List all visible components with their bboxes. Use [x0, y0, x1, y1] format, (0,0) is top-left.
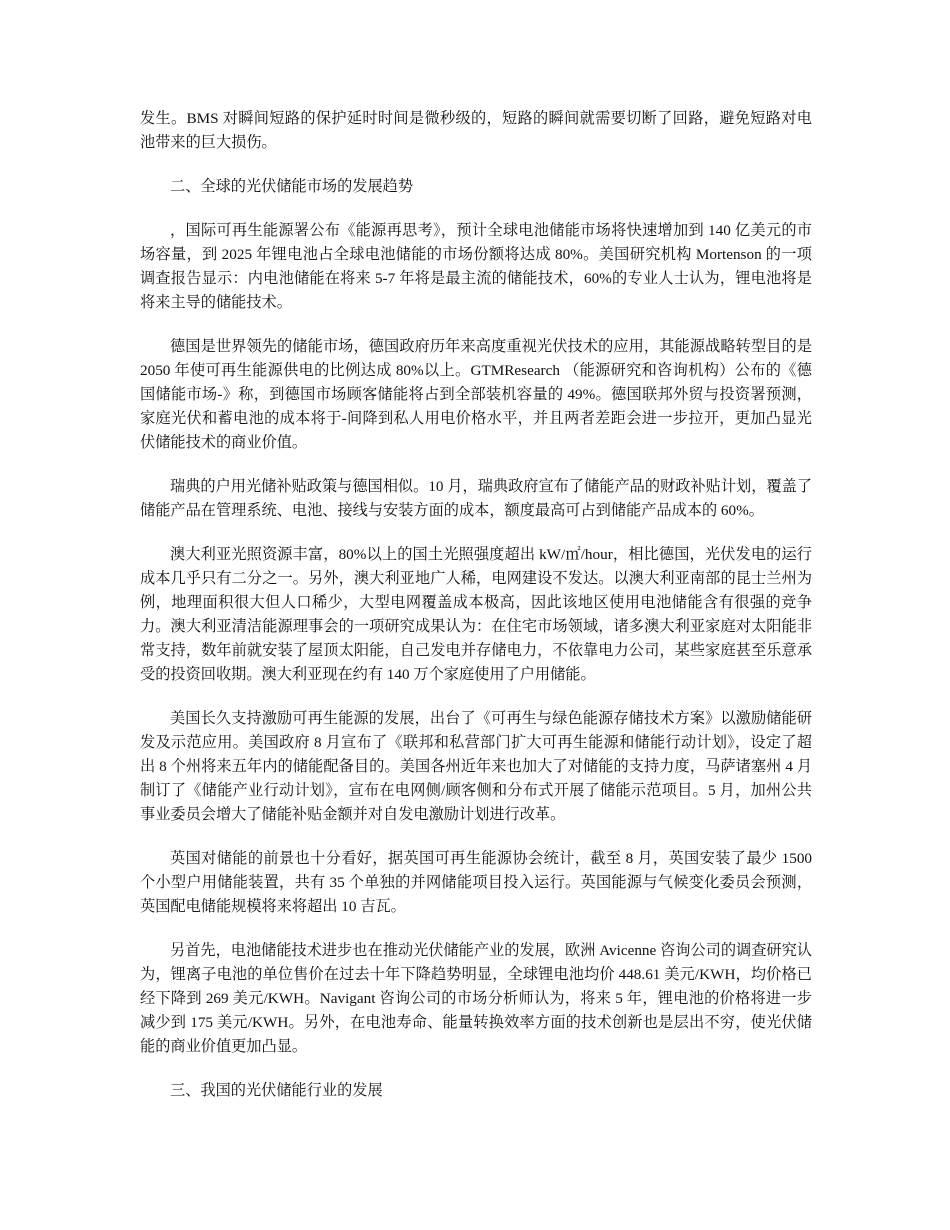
paragraph-australia: 澳大利亚光照资源丰富，80%以上的国土光照强度超出 kW/㎡/hour，相比德国，光伏发电的运行成本几乎只有二分之一。另外，澳大利亚地广人稀，电网建设不发达。以澳大利亚南部的昆士兰州为例，地理面积很大但人口稀少，大型电网覆盖成本极高，因此该地区使用电池储能含有很强的竞争力。澳大利亚清洁能源理事会的一项研究成果认为：在住宅市场领域，诸多澳大利亚家庭对太阳能非常支持，数年前就安装了屋顶太阳能，自己发电并存储电力，不依靠电力公司，某些家庭甚至乐意承受的投资回收期。澳大利亚现在约有 140 万个家庭使用了户用储能。 — [140, 546, 812, 683]
paragraph-uk: 英国对储能的前景也十分看好，据英国可再生能源协会统计，截至 8 月，英国安装了最少 1500 个小型户用储能装置，共有 35 个单独的并网储能项目投入运行。英国能源与气候变化委员会预测，英国配电储能规模将来将超出 10 吉瓦。 — [140, 850, 812, 915]
paragraph-sweden: 瑞典的户用光储补贴政策与德国相似。10 月，瑞典政府宣布了储能产品的财政补贴计划，覆盖了储能产品在管理系统、电池、接线与安装方面的成本，额度最高可占到储能产品成本的 60%。 — [140, 478, 812, 519]
paragraph-usa: 美国长久支持激励可再生能源的发展，出台了《可再生与绿色能源存储技术方案》以激励储能研发及示范应用。美国政府 8 月宣布了《联邦和私营部门扩大可再生能源和储能行动计划》，设定了超出 8 个州将来五年内的储能配备目的。美国各州近年来也加大了对储能的支持力度，马萨诸塞州 4 月制订了《储能产业行动计划》，宣布在电网侧/顾客侧和分布式开展了储能示范项目。5 月，加州公共事业委员会增大了储能补贴金额并对自发电激励计划进行改革。 — [140, 710, 812, 823]
document-page — [140, 107, 812, 1123]
paragraph-irena-forecast: ，国际可再生能源署公布《能源再思考》，预计全球电池储能市场将快速增加到 140 亿美元的市场容量，到 2025 年锂电池占全球电池储能的市场份额将达成 80%。美国研究机构 Mortenson 的一项调查报告显示：内电池储能在将来 5-7 年将是最主流的储能技术，60%的专业人士认为，锂电池将是将来主导的储能技术。 — [140, 222, 812, 311]
paragraph-bms-continuation: 发生。BMS 对瞬间短路的保护延时时间是微秒级的，短路的瞬间就需要切断了回路，避免短路对电池带来的巨大损伤。 — [140, 110, 812, 151]
paragraph-battery-cost: 另首先，电池储能技术进步也在推动光伏储能产业的发展，欧洲 Avicenne 咨询公司的调查研究认为，锂离子电池的单位售价在过去十年下降趋势明显，全球锂电池均价 448.61 美元/KWH，均价格已经下降到 269 美元/KWH。Navigant 咨询公司的市场分析师认为，将来 5 年，锂电池的价格将进一步减少到 175 美元/KWH。另外，在电池寿命、能量转换效率方面的技术创新也是层出不穷，使光伏储能的商业价值更加凸显。 — [140, 942, 812, 1055]
section-heading-global-market: 二、全球的光伏储能市场的发展趋势 — [170, 178, 413, 195]
paragraph-germany: 德国是世界领先的储能市场，德国政府历年来高度重视光伏技术的应用，其能源战略转型目的是 2050 年使可再生能源供电的比例达成 80%以上。GTMResearch （能源研究和咨询机构）公布的《德国储能市场-》称，到德国市场顾客储能将占到全部装机容量的 49%。德国联邦外贸与投资署预测，家庭光伏和蓄电池的成本将于-间降到私人用电价格水平，并且两者差距会进一步拉开，更加凸显光伏储能技术的商业价值。 — [140, 338, 812, 451]
section-heading-china-industry: 三、我国的光伏储能行业的发展 — [170, 1082, 383, 1099]
